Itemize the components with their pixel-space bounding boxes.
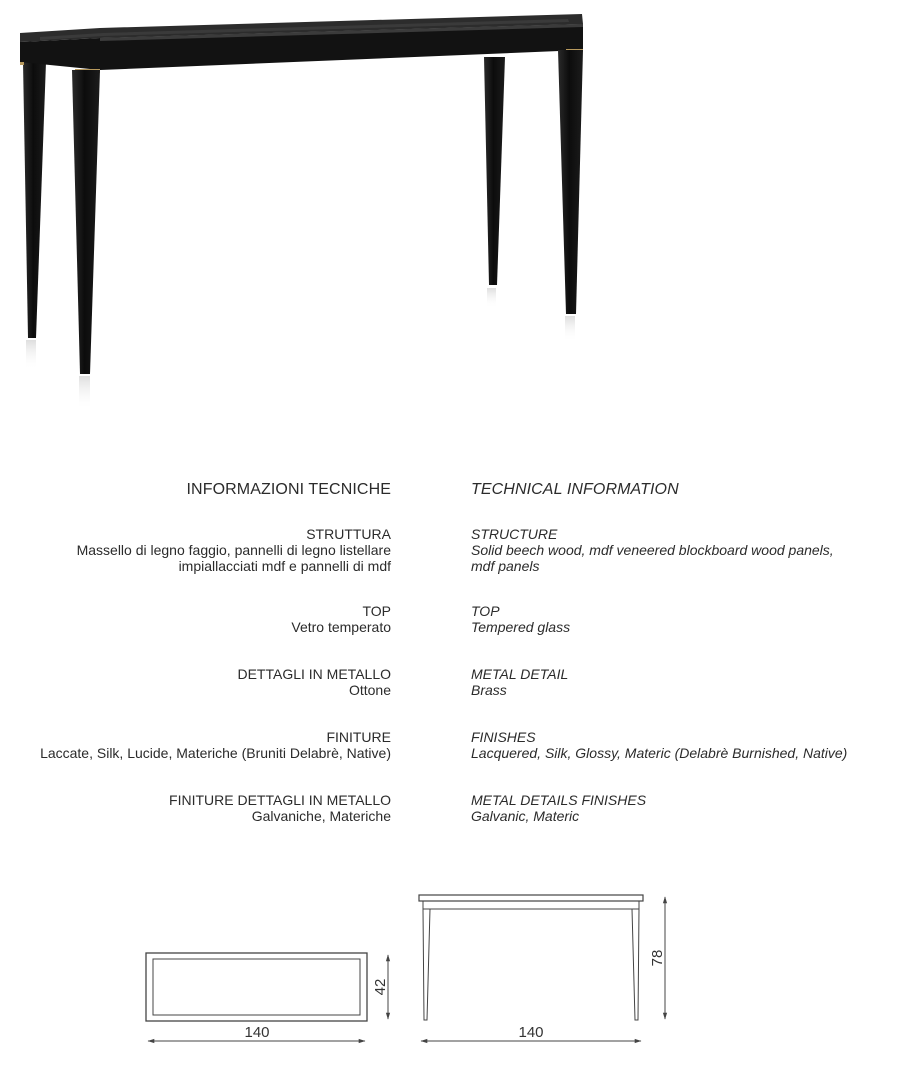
product-photo-console-table [0, 0, 907, 420]
spec-label: FINITURE [326, 729, 391, 745]
spec-label: TOP [362, 603, 391, 619]
back-left-leg [23, 62, 46, 338]
top-view-drawing [146, 953, 389, 1041]
spec-value: Massello di legno faggio, pannelli di legno listellare [76, 542, 391, 558]
spec-value: mdf panels [471, 558, 540, 574]
spec-value: impiallacciati mdf e pannelli di mdf [178, 558, 391, 574]
spec-it-finishes [0, 729, 391, 761]
spec-it-metal-detail [0, 666, 391, 698]
spec-it-top [0, 603, 391, 635]
spec-value: Lacquered, Silk, Glossy, Materic (Delabrè Burnished, Native) [471, 745, 848, 761]
spec-en-metal-detail [471, 666, 901, 698]
spec-value: Galvanic, Materic [471, 808, 580, 824]
dimension-drawings [0, 870, 907, 1070]
spec-label: STRUCTURE [471, 526, 558, 542]
spec-label: METAL DETAIL [471, 666, 569, 682]
spec-en-finishes [471, 729, 901, 761]
spec-label: FINISHES [471, 729, 536, 745]
spec-value: Tempered glass [471, 619, 571, 635]
front-left-leg [72, 70, 100, 374]
spec-en-top [471, 603, 901, 635]
spec-en-metal-finishes [471, 792, 901, 824]
back-right-leg [484, 57, 505, 285]
heading-en: TECHNICAL INFORMATION [471, 481, 679, 498]
spec-label: TOP [471, 603, 500, 619]
spec-value: Solid beech wood, mdf veneered blockboard wood panels, [471, 542, 834, 558]
spec-it-structure [0, 526, 391, 574]
spec-value: Vetro temperato [291, 619, 391, 635]
front-view-width-label: 140 [518, 1024, 544, 1041]
spec-label: FINITURE DETTAGLI IN METALLO [169, 792, 391, 808]
spec-en-structure [471, 526, 901, 574]
front-view-height-label: 78 [649, 949, 666, 967]
spec-value: Ottone [348, 682, 391, 698]
front-view-drawing [419, 895, 666, 1041]
spec-it-metal-finishes [0, 792, 391, 824]
spec-value: Brass [471, 682, 507, 698]
spec-label: METAL DETAILS FINISHES [471, 792, 647, 808]
spec-value: Galvaniche, Materiche [251, 808, 391, 824]
top-view-depth-label: 42 [372, 978, 389, 996]
spec-label: DETTAGLI IN METALLO [237, 666, 391, 682]
top-view-width-label: 140 [244, 1024, 270, 1041]
heading-it: INFORMAZIONI TECNICHE [186, 481, 391, 498]
front-right-leg [558, 50, 583, 314]
brass-detail [20, 62, 24, 65]
spec-value: Laccate, Silk, Lucide, Materiche (Bruniti Delabrè, Native) [40, 745, 391, 761]
spec-label: STRUTTURA [306, 526, 391, 542]
